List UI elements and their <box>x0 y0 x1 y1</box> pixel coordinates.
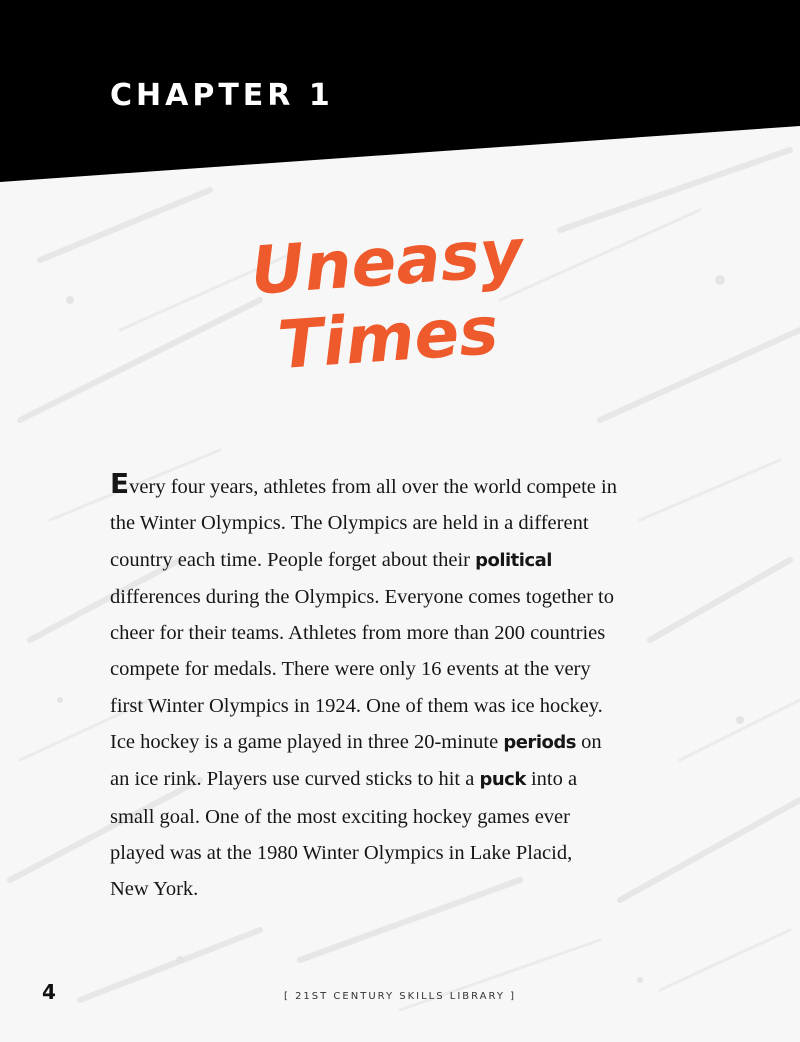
body-line-2: the Winter Olympics. The Olympics are held in a different <box>110 512 589 535</box>
body-line-6: compete for medals. There were only 16 events at the very <box>110 658 591 681</box>
body-line-7: first Winter Olympics in 1924. One of them was ice hockey. <box>110 694 603 717</box>
page-number: 4 <box>42 980 56 1004</box>
title-line-1: Uneasy <box>248 214 526 310</box>
series-footer: [ 21ST CENTURY SKILLS LIBRARY ] <box>283 991 517 1002</box>
drop-cap: E <box>110 467 130 500</box>
body-line-9: an ice rink. Players use curved sticks to hit a puck into a <box>110 768 578 791</box>
body-paragraph <box>110 466 670 908</box>
glossary-term-puck: puck <box>479 769 526 791</box>
body-line-3: country each time. People forget about their political <box>110 548 552 571</box>
glossary-term-periods: periods <box>503 732 576 754</box>
body-line-12: New York. <box>110 878 199 901</box>
body-line-8: Ice hockey is a game played in three 20-minute periods on <box>110 731 602 754</box>
body-line-11: played was at the 1980 Winter Olympics in Lake Placid, <box>110 841 573 864</box>
body-line-4: differences during the Olympics. Everyone comes together to <box>110 585 614 608</box>
body-line-10: small goal. One of the most exciting hockey games ever <box>110 805 570 828</box>
chapter-label: CHAPTER 1 <box>110 78 334 113</box>
body-line-1: Every four years, athletes from all over the world compete in <box>110 467 617 500</box>
body-line-5: cheer for their teams. Athletes from more than 200 countries <box>110 622 606 645</box>
glossary-term-political: political <box>475 549 552 571</box>
title-line-2: Times <box>275 291 501 385</box>
